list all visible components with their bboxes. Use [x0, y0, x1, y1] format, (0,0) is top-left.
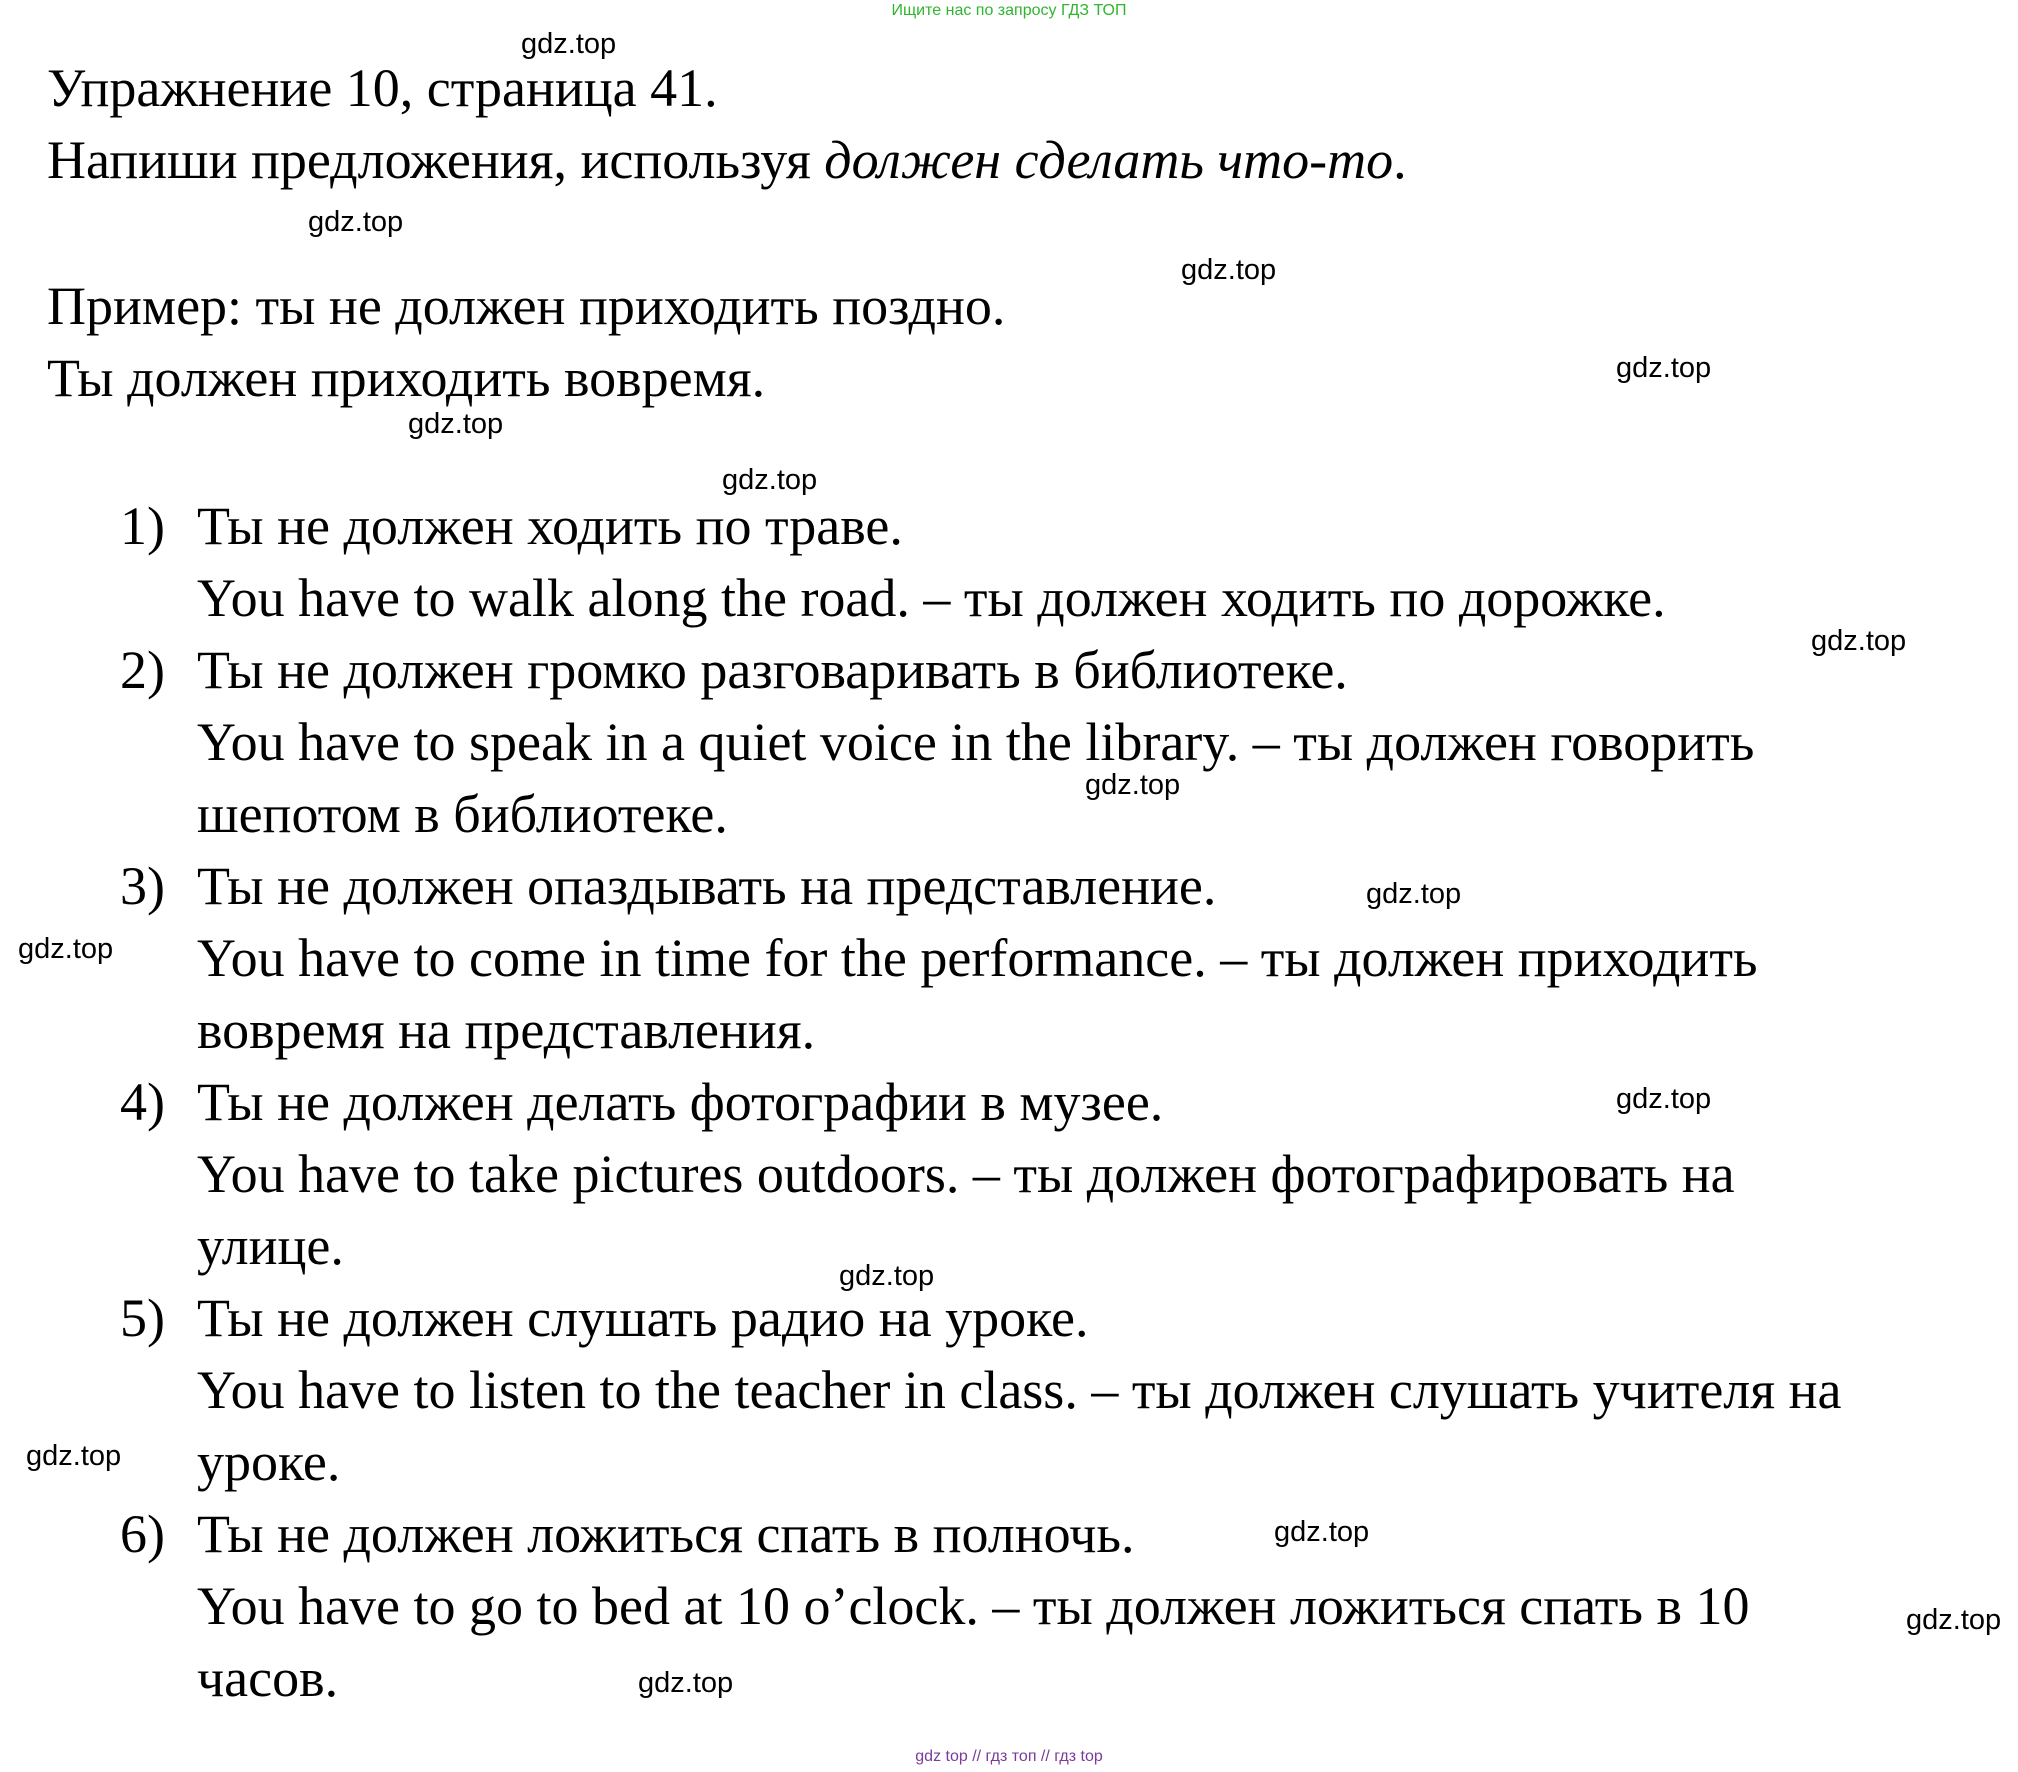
top-banner[interactable]: Ищите нас по запросу ГДЗ ТОП	[891, 2, 1127, 19]
list-item	[0, 1282, 2018, 1498]
footer-links[interactable]: gdz top // гдз топ // гдз top	[915, 1748, 1103, 1765]
watermark: gdz.top	[722, 464, 818, 496]
item-line: You have to come in time for the performance. – ты должен приходить	[197, 928, 1758, 988]
list-item	[0, 850, 2018, 1066]
example-answer: Ты должен приходить вовремя.	[47, 348, 766, 408]
task-instruction	[47, 124, 1407, 196]
watermark: gdz.top	[1366, 878, 1462, 910]
watermark: gdz.top	[521, 28, 617, 60]
item-number: 1)	[120, 496, 165, 556]
item-line: Ты не должен ложиться спать в полночь.	[197, 1504, 1135, 1564]
watermark: gdz.top	[1085, 769, 1181, 801]
item-line: You have to walk along the road. – ты должен ходить по дорожке.	[197, 568, 1666, 628]
exercise-list	[0, 490, 2018, 1714]
watermark: gdz.top	[18, 933, 114, 965]
item-line: You have to go to bed at 10 o’clock. – ты должен ложиться спать в 10	[197, 1576, 1750, 1636]
item-line: Ты не должен громко разговаривать в библиотеке.	[197, 640, 1348, 700]
item-number: 2)	[120, 640, 165, 700]
watermark: gdz.top	[1906, 1604, 2002, 1636]
item-number: 3)	[120, 856, 165, 916]
exercise-title: Упражнение 10, страница 41.	[47, 58, 718, 118]
item-line: Ты не должен слушать радио на уроке.	[197, 1288, 1089, 1348]
item-line: вовремя на представления.	[197, 1000, 816, 1060]
task-italic-phrase: должен сделать что-то	[824, 130, 1394, 190]
item-number: 6)	[120, 1504, 165, 1564]
item-line: Ты не должен ходить по траве.	[197, 496, 903, 556]
list-item	[0, 634, 2018, 850]
list-item	[0, 1066, 2018, 1282]
item-line: You have to listen to the teacher in class. – ты должен слушать учителя на	[197, 1360, 1842, 1420]
item-line: You have to take pictures outdoors. – ты должен фотографировать на	[197, 1144, 1735, 1204]
watermark: gdz.top	[638, 1667, 734, 1699]
watermark: gdz.top	[839, 1260, 935, 1292]
item-number: 5)	[120, 1288, 165, 1348]
item-line: шепотом в библиотеке.	[197, 784, 728, 844]
task-text: Напиши предложения, используя	[47, 130, 825, 190]
watermark: gdz.top	[408, 408, 504, 440]
watermark: gdz.top	[26, 1440, 122, 1472]
watermark: gdz.top	[1616, 1083, 1712, 1115]
item-number: 4)	[120, 1072, 165, 1132]
watermark: gdz.top	[1811, 625, 1907, 657]
item-line: улице.	[197, 1216, 344, 1276]
watermark: gdz.top	[308, 206, 404, 238]
item-line: You have to speak in a quiet voice in the library. – ты должен говорить	[197, 712, 1755, 772]
item-line: часов.	[197, 1648, 339, 1708]
watermark: gdz.top	[1181, 254, 1277, 286]
item-line: Ты не должен опаздывать на представление.	[197, 856, 1217, 916]
item-line: уроке.	[197, 1432, 341, 1492]
watermark: gdz.top	[1616, 352, 1712, 384]
example-line: Пример: ты не должен приходить поздно.	[47, 276, 1006, 336]
item-line: Ты не должен делать фотографии в музее.	[197, 1072, 1164, 1132]
watermark: gdz.top	[1274, 1516, 1370, 1548]
list-item	[0, 1498, 2018, 1714]
task-end: .	[1393, 130, 1407, 190]
list-item	[0, 490, 2018, 634]
